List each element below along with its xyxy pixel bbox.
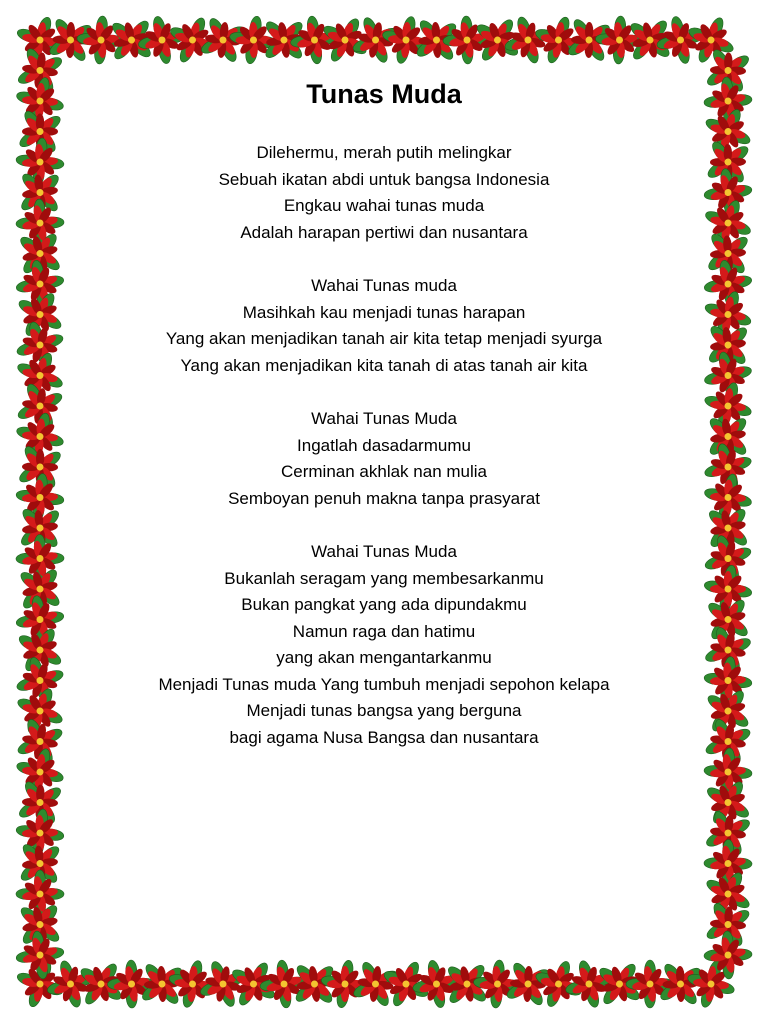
poem-body: [60, 140, 708, 751]
poem-line: Semboyan penuh makna tanpa prasyarat: [228, 488, 540, 508]
poem-line: yang akan mengantarkanmu: [276, 648, 492, 667]
poem-line: Dilehermu, merah putih melingkar: [256, 143, 512, 162]
poem-line: Wahai Tunas Muda: [311, 409, 457, 428]
poem-line: bagi agama Nusa Bangsa dan nusantara: [229, 727, 539, 747]
poem-line: Namun raga dan hatimu: [292, 621, 476, 641]
poem-line: Masihkah kau menjadi tunas harapan: [242, 302, 526, 322]
poem: [60, 76, 708, 778]
poem-title: Tunas Muda: [306, 79, 462, 109]
poem-line: Wahai Tunas Muda: [311, 542, 457, 561]
poem-line: Wahai Tunas muda: [311, 276, 457, 295]
poem-line: Bukan pangkat yang ada dipundakmu: [241, 595, 527, 614]
poem-line: Ingatlah dasadarmumu: [297, 435, 471, 455]
poem-line: Engkau wahai tunas muda: [283, 196, 485, 215]
poem-line: Cerminan akhlak nan mulia: [281, 462, 487, 481]
poem-line: Sebuah ikatan abdi untuk bangsa Indonesia: [218, 169, 550, 189]
poem-line: Bukanlah seragam yang membesarkanmu: [224, 568, 544, 588]
stanza: [60, 140, 708, 246]
stanza: [60, 406, 708, 512]
poem-line: Yang akan menjadikan kita tanah di atas tanah air kita: [180, 355, 588, 375]
poem-line: Menjadi tunas bangsa yang berguna: [246, 701, 522, 720]
poem-line: Yang akan menjadikan tanah air kita tetap menjadi syurga: [165, 329, 603, 348]
stanza: [60, 273, 708, 379]
poem-line: Adalah harapan pertiwi dan nusantara: [240, 222, 528, 242]
poem-line: Menjadi Tunas muda Yang tumbuh menjadi sepohon kelapa: [158, 674, 610, 694]
stanza: [60, 539, 708, 751]
